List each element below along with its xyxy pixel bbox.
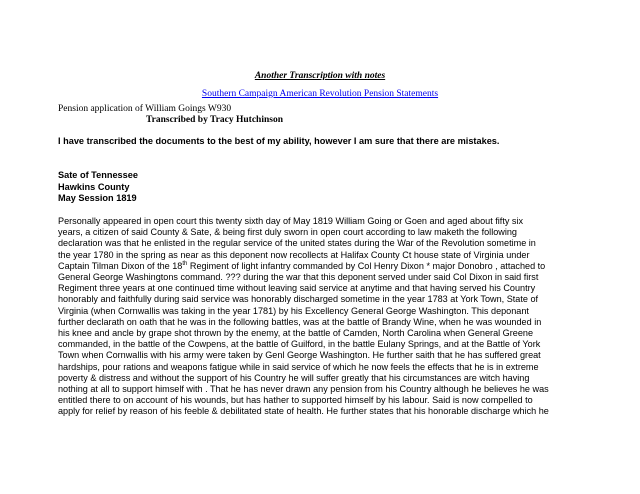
- heading-county: Hawkins County: [58, 181, 130, 192]
- pension-application-line: Pension application of William Goings W930: [58, 104, 232, 114]
- body-line: declaration was that he enlisted in the regular service of the united states during the War of the Revolution sometime in: [58, 238, 536, 249]
- body-line: Personally appeared in open court this twenty sixth day of May 1819 William Going or Goen and aged about fifty six: [58, 216, 524, 226]
- body-line: poverty & distress and without the support of his Country he will suffer greatly that his circumstances are witch having: [58, 372, 530, 383]
- body-line: further declarath on oath that he was in the following battles, was at the battle of Brandy Wine, when he was wounded in: [58, 316, 542, 327]
- body-line: hardships, pour rations and weapons fatigue while in said service of which he now feels the effects that he is in extreme: [58, 361, 539, 372]
- body-line: honorably and faithfully during said service was honorably discharged sometime in the year 1783 at York Town, State of: [58, 294, 539, 305]
- ordinal-suffix: th: [182, 260, 188, 267]
- disclaimer-text: I have transcribed the documents to the best of my ability, however I am sure that there are mistakes.: [58, 136, 500, 146]
- court-heading: [58, 170, 138, 205]
- transcriber-line: Transcribed by Tracy Hutchinson: [146, 115, 283, 125]
- body-line: commanded, in the battle of the Cowpens, at the battle of Guilford, in the battle Eulany Springs, and at the Battle of York: [58, 339, 541, 350]
- heading-session: May Session 1819: [58, 193, 137, 203]
- body-line: his knee and ancle by grape shot thrown by the enemy, at the battle of Camden, North Carolina when General Greene: [58, 328, 534, 339]
- declaration-body: [58, 216, 588, 418]
- body-line: Town when Cornwallis with his army were taken by Genl George Washington. He further saith that he has suffered great: [58, 350, 541, 361]
- body-line: entitled there to on account of his wounds, but has hather to supported himself by his labour. Said is now compelled to: [58, 395, 533, 406]
- heading-state: Sate of Tennessee: [58, 170, 138, 180]
- document-title: Another Transcription with notes: [254, 71, 386, 81]
- body-line: General George Washingtons command. ??? during the war that this deponent served under said Col Dixon in said first: [58, 272, 539, 283]
- body-line: the year 1780 in the spring as near as this deponent now recollects at Halifax County Ct house state of Virginia under: [58, 249, 530, 260]
- body-line: years, a citizen of said County & Sate, & being first duly sworn in open court according to law maketh the following: [58, 227, 517, 238]
- body-line: apply for relief by reason of his feeble & debilitated state of health. He further states that his honorable discharge which he: [58, 406, 549, 417]
- body-line: nothing at all to support himself with . That he has never drawn any pension from his Country although he believes he was: [58, 384, 549, 395]
- body-line: Regiment three years at one continued time without leaving said service at anytime and that having served his Country: [58, 283, 536, 294]
- body-line: Virginia (when Cornwallis was taking in the year 1781) by his Excellency General George Washington. This deponant: [58, 305, 529, 316]
- body-line: [58, 261, 588, 272]
- pension-statements-link[interactable]: Southern Campaign American Revolution Pension Statements: [201, 89, 439, 99]
- body-line-rest: Regiment of light infantry commanded by Col Henry Dixon * major Donobro , attached to: [187, 260, 546, 271]
- body-line-start: Captain Tilman Dixon of the 18: [58, 260, 183, 271]
